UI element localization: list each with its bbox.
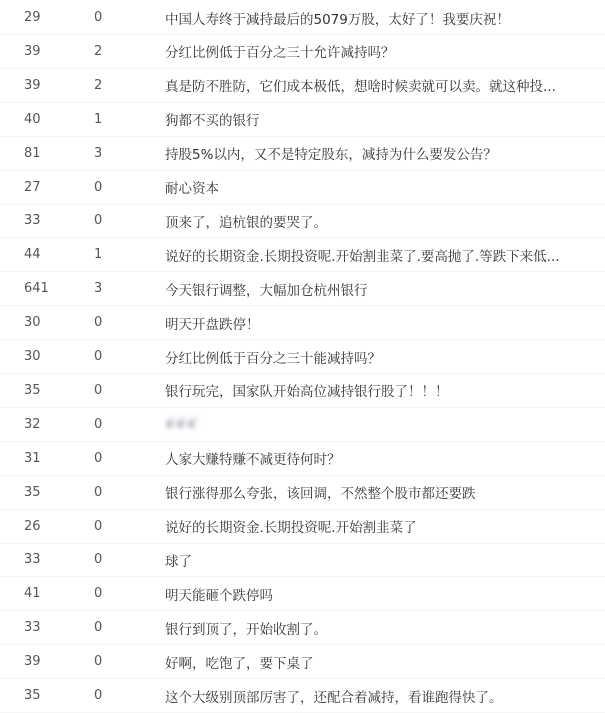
comment-count: 0 <box>94 349 103 364</box>
read-count: 31 <box>24 450 41 466</box>
post-title-link[interactable]: 银行到顶了，开始收割了。 <box>165 621 327 638</box>
comment-count: 0 <box>94 213 103 229</box>
post-title-link[interactable]: 顶来了，追杭银的要哭了。 <box>165 214 327 231</box>
read-count: 30 <box>24 315 41 331</box>
read-count: 35 <box>24 382 41 398</box>
table-row[interactable] <box>0 442 605 476</box>
table-row[interactable] <box>0 272 605 306</box>
comment-count: 3 <box>94 145 103 161</box>
read-count: 81 <box>24 145 41 161</box>
post-title-link[interactable]: 银行涨得那么夸张，该回调，不然整个股市都还要跌 <box>165 486 476 503</box>
table-row[interactable] <box>0 204 605 238</box>
comment-count: 0 <box>94 688 103 703</box>
table-row[interactable] <box>0 645 605 679</box>
post-title-link[interactable]: 银行玩完，国家队开始高位减持银行股了！！！ <box>165 384 449 401</box>
read-count: 30 <box>24 349 41 364</box>
read-count: 29 <box>24 10 41 25</box>
comment-count: 1 <box>94 111 103 127</box>
read-count: 39 <box>24 43 41 59</box>
post-title-link[interactable]: 分红比例低于百分之三十能减持吗？ <box>165 350 381 367</box>
post-title-link[interactable]: 球了 <box>165 553 192 570</box>
table-row[interactable] <box>0 137 605 171</box>
comment-count: 0 <box>94 382 103 398</box>
comment-count: 0 <box>94 620 103 636</box>
table-row[interactable] <box>0 69 605 103</box>
table-row[interactable] <box>0 408 605 442</box>
comment-count: 0 <box>94 586 103 602</box>
table-row[interactable] <box>0 577 605 611</box>
post-title-link[interactable]: 狗都不买的银行 <box>165 113 260 130</box>
post-title-link[interactable]: ꗃꗃꗃ <box>165 416 198 433</box>
read-count: 33 <box>24 213 41 229</box>
post-title-link[interactable]: 明天开盘跌停！ <box>165 316 260 333</box>
comment-count: 0 <box>94 179 103 195</box>
post-title-link[interactable]: 耐心资本 <box>165 181 219 197</box>
comment-count: 0 <box>94 552 103 568</box>
read-count: 39 <box>24 654 41 670</box>
comment-count: 0 <box>94 416 103 432</box>
read-count: 33 <box>24 620 41 636</box>
table-row[interactable] <box>0 510 605 544</box>
post-title-link[interactable]: 真是防不胜防，它们成本极低，想啥时候卖就可以卖。就这种投... <box>165 79 556 96</box>
table-row[interactable] <box>0 238 605 272</box>
read-count: 33 <box>24 552 41 568</box>
post-title-link[interactable]: 分红比例低于百分之三十允许减持吗？ <box>165 45 395 62</box>
table-row[interactable] <box>0 543 605 577</box>
read-count: 39 <box>24 77 41 93</box>
read-count: 44 <box>24 247 41 263</box>
table-row[interactable] <box>0 611 605 645</box>
read-count: 35 <box>24 484 41 500</box>
table-row[interactable] <box>0 171 605 205</box>
read-count: 40 <box>24 111 41 127</box>
post-title-link[interactable]: 说好的长期资金.长期投资呢.开始割韭菜了.要高抛了.等跌下来低... <box>165 248 560 265</box>
read-count: 27 <box>24 179 41 195</box>
read-count: 41 <box>24 586 41 602</box>
read-count: 35 <box>24 688 41 703</box>
post-title-link[interactable]: 明天能砸个跌停吗 <box>165 587 273 604</box>
comment-count: 1 <box>94 247 103 263</box>
comment-count: 3 <box>94 281 103 297</box>
post-title-link[interactable]: 这个大级别顶部厉害了，还配合着减持，看谁跑得快了。 <box>165 689 503 706</box>
comment-count: 0 <box>94 518 103 534</box>
comment-count: 0 <box>94 450 103 466</box>
comment-count: 0 <box>94 315 103 331</box>
read-count: 641 <box>24 281 49 297</box>
table-row[interactable] <box>0 35 605 69</box>
read-count: 32 <box>24 416 41 432</box>
post-title-link[interactable]: 中国人寿终于减持最后的5079万股，太好了！我要庆祝！ <box>165 11 510 28</box>
table-row[interactable] <box>0 374 605 408</box>
comment-count: 0 <box>94 484 103 500</box>
post-title-link[interactable]: 说好的长期资金.长期投资呢.开始割韭菜了 <box>165 520 417 536</box>
post-title-link[interactable]: 好啊，吃饱了，要下桌了 <box>165 655 314 672</box>
table-row[interactable] <box>0 1 605 35</box>
comment-count: 0 <box>94 10 103 25</box>
table-row[interactable] <box>0 476 605 510</box>
post-title-link[interactable]: 持股5%以内，又不是特定股东，减持为什么要发公告？ <box>165 147 497 164</box>
comment-count: 0 <box>94 654 103 670</box>
post-title-link[interactable]: 人家大赚特赚不减更待何时？ <box>165 452 341 469</box>
read-count: 26 <box>24 518 41 534</box>
table-row[interactable] <box>0 340 605 374</box>
table-row[interactable] <box>0 103 605 137</box>
post-title-link[interactable]: 今天银行调整，大幅加仓杭州银行 <box>165 282 368 299</box>
comment-count: 2 <box>94 77 103 93</box>
table-row[interactable] <box>0 306 605 340</box>
comment-count: 2 <box>94 43 103 59</box>
